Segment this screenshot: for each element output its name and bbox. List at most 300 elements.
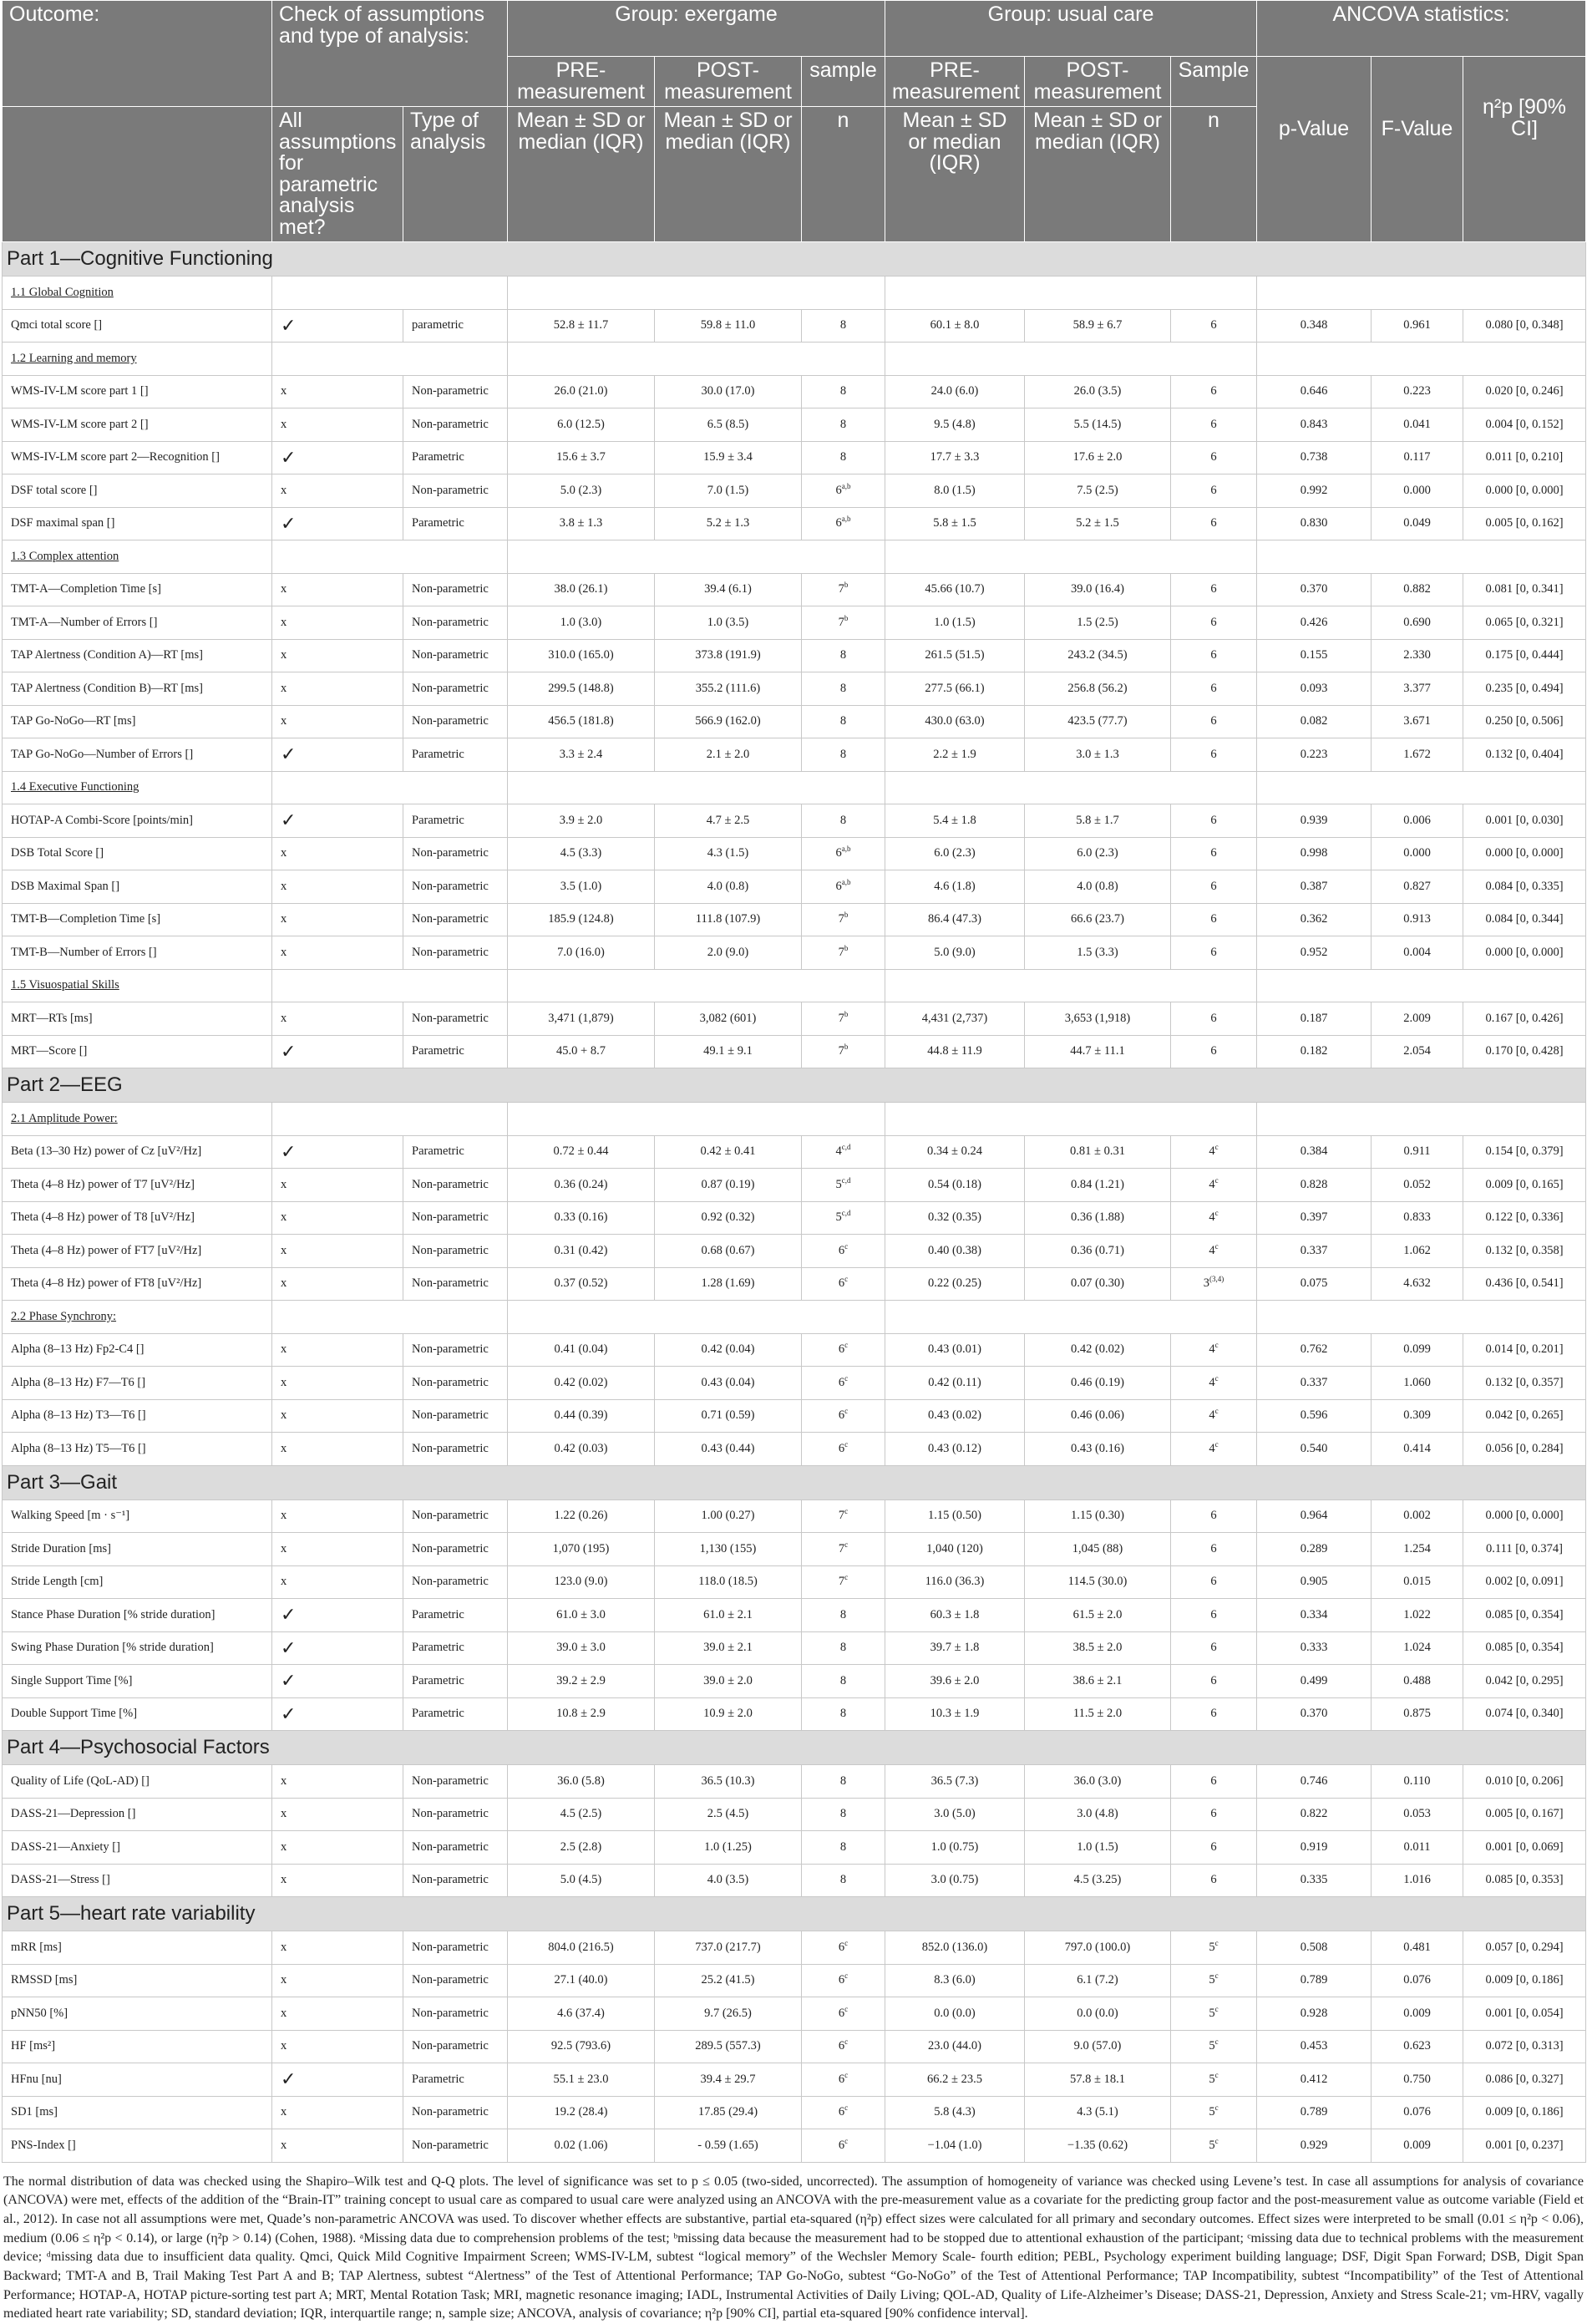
cell-pre-exergame: 19.2 (28.4) (508, 2096, 655, 2129)
cell-post-usual: 6.0 (2.3) (1025, 837, 1171, 870)
cell-n-usual: 6 (1171, 441, 1257, 474)
cell-analysis-type: Non-parametric (403, 1433, 508, 1466)
cell-assumptions-met: x (272, 639, 403, 672)
cell-n-usual: 6 (1171, 1864, 1257, 1897)
cell-n-exergame: 6$^{a,b}$ (802, 474, 885, 508)
cell-pre-exergame: 0.37 (0.52) (508, 1267, 655, 1301)
table-row (3, 639, 1586, 672)
table-row (3, 1931, 1586, 1965)
cell-analysis-type: Non-parametric (403, 1002, 508, 1036)
cell-post-exergame: 36.5 (10.3) (655, 1765, 802, 1799)
cell-outcome: DASS-21—Depression [] (3, 1798, 272, 1831)
cell-n-exergame: 8 (802, 1765, 885, 1799)
cell-eta-squared: 0.011 [0, 0.210] (1463, 441, 1586, 474)
cell-outcome: MRT—Score [] (3, 1035, 272, 1068)
cell-post-exergame: 0.43 (0.04) (655, 1367, 802, 1400)
cell-eta-squared: 0.085 [0, 0.354] (1463, 1599, 1586, 1632)
cell-post-exergame: 4.7 ± 2.5 (655, 804, 802, 838)
cell-n-usual: 6 (1171, 1665, 1257, 1698)
cell-assumptions-met: x (272, 1765, 403, 1799)
cell-assumptions-met: x (272, 1964, 403, 1997)
table-row (3, 1201, 1586, 1235)
cell-pre-usual: 36.5 (7.3) (885, 1765, 1025, 1799)
table-footnote: The normal distribution of data was checked using the Shapiro–Wilk test and Q-Q plots. The level of significance was set to p ≤ 0.05 (two-sided, uncorrected). The assumption of homogeneity of variance was checked using Levene’s test. In case all assumptions for analysis of covariance (ANCOVA) were met, effects of the addition of the “Brain-IT” training concept to usual care as compared to usual care were analyzed using an ANCOVA with the pre-measurement value as a covariate for the predicting group factor and the post-measurement value as outcome variable (Field et al., 2012). In case not all assumptions were met, Quade’s non-parametric ANCOVA was used. To discover whether effects are substantive, partial eta-squared (η²p) effect sizes were calculated for all primary and secondary outcomes. Effect sizes were interpreted to be small (0.01 ≤ η²p < 0.06), medium (0.06 ≤ η²p < 0.14), or large (η²p > 0.14) (Cohen, 1988). ᵃMissing data due to comprehension problems of the test; ᵇmissing data because the measurement had to be stopped due to attentional exhaustion of the participant; ᶜmissing data due to technical problems with the measurement device; ᵈmissing data due to insufficient data quality. Qmci, Quick Mild Cognitive Impairment Screen; WMS-IV-LM, subtest “logical memory” of the Wechsler Memory Scale- fourth edition; PEBL, Psychology experiment building language; DSF, Digit Span Forward; DSB, Digit Span Backward; TMT-A and B, Trail Making Test Part A and B; TAP Alertness, subtest “Alertness” of the Test of Attentional Performance; TAP Go-NoGo, subtest “Go-NoGo” of the Test of Attentional Performance; TAP Incompatibility, subtest “Incompatibility” of the Test of Attentional Performance; HOTAP-A, HOTAP picture-sorting test part A; MRT, Mental Rotation Task; MRI, magnetic resonance imaging; IADL, Instrumental Activities of Daily Living; QOL-AD, Quality of Life-Alzheimer’s Disease; DASS-21, Depression, Anxiety and Stress Scale-21; vm-HRV, vagally mediated heart rate variability; SD, standard deviation; IQR, interquartile range; n, sample size; ANCOVA, analysis of covariance; η²p [90% CI], partial eta-squared [90% confidence interval]. (3, 2173, 1584, 2324)
cell-p-value: 0.929 (1257, 2129, 1372, 2163)
cell-eta-squared: 0.065 [0, 0.321] (1463, 606, 1586, 640)
cell-n-usual: 4$^c$ (1171, 1333, 1257, 1367)
cell-post-usual: 114.5 (30.0) (1025, 1565, 1171, 1599)
cell-assumptions-met: x (272, 903, 403, 936)
cell-post-exergame: 7.0 (1.5) (655, 474, 802, 508)
cell-pre-exergame: 299.5 (148.8) (508, 672, 655, 706)
cell-n-exergame: 6$^{a,b}$ (802, 870, 885, 904)
cell-analysis-type: Non-parametric (403, 903, 508, 936)
cell-post-exergame: 49.1 ± 9.1 (655, 1035, 802, 1068)
cell-eta-squared: 0.175 [0, 0.444] (1463, 639, 1586, 672)
cell-post-exergame: 15.9 ± 3.4 (655, 441, 802, 474)
header-pre-usual: PRE-measurement (885, 57, 1025, 107)
cell-f-value: 0.110 (1372, 1765, 1463, 1799)
cell-outcome: Alpha (8–13 Hz) T3—T6 [] (3, 1399, 272, 1433)
cell-assumptions-met: x (272, 2096, 403, 2129)
cell-pre-usual: 60.1 ± 8.0 (885, 309, 1025, 343)
cell-post-exergame: 2.0 (9.0) (655, 936, 802, 970)
cell-f-value: 0.000 (1372, 474, 1463, 508)
cell-pre-usual: 852.0 (136.0) (885, 1931, 1025, 1965)
cell-eta-squared: 0.081 [0, 0.341] (1463, 573, 1586, 606)
cell-eta-squared: 0.436 [0, 0.541] (1463, 1267, 1586, 1301)
cell-f-value: 1.254 (1372, 1533, 1463, 1566)
cell-outcome: DASS-21—Anxiety [] (3, 1831, 272, 1865)
cell-n-usual: 6 (1171, 1002, 1257, 1036)
cell-outcome: DSF maximal span [] (3, 507, 272, 540)
cell-analysis-type: Non-parametric (403, 1201, 508, 1235)
results-table (2, 0, 1586, 2163)
section-title: 1.3 Complex attention (11, 550, 119, 563)
cell-eta-squared: 0.001 [0, 0.069] (1463, 1831, 1586, 1865)
cell-pre-usual: 430.0 (63.0) (885, 705, 1025, 738)
cell-analysis-type: Non-parametric (403, 606, 508, 640)
cell-assumptions-met: x (272, 1002, 403, 1036)
cell-eta-squared: 0.086 [0, 0.327] (1463, 2063, 1586, 2097)
cell-n-exergame: 7$^c$ (802, 1533, 885, 1566)
table-row (3, 1169, 1586, 1202)
cell-pre-usual: 39.7 ± 1.8 (885, 1631, 1025, 1665)
cell-assumptions-met: x (272, 672, 403, 706)
cell-analysis-type: Non-parametric (403, 1831, 508, 1865)
cell-pre-usual: 2.2 ± 1.9 (885, 738, 1025, 772)
table-row (3, 1533, 1586, 1566)
cell-analysis-type: Non-parametric (403, 705, 508, 738)
cell-p-value: 0.370 (1257, 573, 1372, 606)
section-header (3, 969, 1586, 1002)
header-post-usual: POST-measurement (1025, 57, 1171, 107)
section-title: 1.4 Executive Functioning (11, 780, 139, 794)
cell-analysis-type: Non-parametric (403, 1565, 508, 1599)
cell-n-usual: 6 (1171, 1533, 1257, 1566)
cell-assumptions-met: x (272, 936, 403, 970)
cell-n-exergame: 6$^{a,b}$ (802, 837, 885, 870)
table-row (3, 573, 1586, 606)
cell-pre-exergame: 36.0 (5.8) (508, 1765, 655, 1799)
cell-p-value: 0.746 (1257, 1765, 1372, 1799)
cell-pre-exergame: 3.3 ± 2.4 (508, 738, 655, 772)
cell-pre-exergame: 0.31 (0.42) (508, 1235, 655, 1268)
cell-assumptions-met: x (272, 1433, 403, 1466)
cell-assumptions-met: ✓ (272, 1599, 403, 1632)
cell-f-value: 2.009 (1372, 1002, 1463, 1036)
cell-eta-squared: 0.001 [0, 0.030] (1463, 804, 1586, 838)
table-row (3, 375, 1586, 408)
cell-n-exergame: 6$^c$ (802, 2096, 885, 2129)
cell-post-exergame: 737.0 (217.7) (655, 1931, 802, 1965)
part-title: Part 1—Cognitive Functioning (3, 242, 1586, 277)
cell-post-usual: 256.8 (56.2) (1025, 672, 1171, 706)
cell-f-value: 0.623 (1372, 2030, 1463, 2063)
cell-p-value: 0.964 (1257, 1499, 1372, 1533)
cell-post-exergame: 1.0 (3.5) (655, 606, 802, 640)
cell-f-value: 0.076 (1372, 1964, 1463, 1997)
cell-p-value: 0.789 (1257, 1964, 1372, 1997)
cell-p-value: 0.337 (1257, 1235, 1372, 1268)
cell-assumptions-met: x (272, 1201, 403, 1235)
cell-outcome: TAP Alertness (Condition B)—RT [ms] (3, 672, 272, 706)
cell-analysis-type: Non-parametric (403, 1169, 508, 1202)
cell-analysis-type: Non-parametric (403, 1798, 508, 1831)
cell-f-value: 0.833 (1372, 1201, 1463, 1235)
cell-pre-usual: 66.2 ± 23.5 (885, 2063, 1025, 2097)
cell-post-exergame: 10.9 ± 2.0 (655, 1697, 802, 1731)
cell-pre-usual: 5.8 (4.3) (885, 2096, 1025, 2129)
cell-post-exergame: 5.2 ± 1.3 (655, 507, 802, 540)
cell-outcome: Single Support Time [%] (3, 1665, 272, 1698)
cell-f-value: 0.309 (1372, 1399, 1463, 1433)
cell-n-usual: 6 (1171, 936, 1257, 970)
cell-eta-squared: 0.167 [0, 0.426] (1463, 1002, 1586, 1036)
cell-pre-usual: 0.0 (0.0) (885, 1997, 1025, 2031)
cell-post-usual: 1.15 (0.30) (1025, 1499, 1171, 1533)
cell-post-usual: 0.43 (0.16) (1025, 1433, 1171, 1466)
cell-n-exergame: 8 (802, 408, 885, 442)
cell-post-usual: 1.0 (1.5) (1025, 1831, 1171, 1865)
cell-n-usual: 6 (1171, 474, 1257, 508)
cell-analysis-type: Non-parametric (403, 870, 508, 904)
cell-eta-squared: 0.085 [0, 0.354] (1463, 1631, 1586, 1665)
header-mean-sd-post-exergame: Mean ± SD or median (IQR) (655, 107, 802, 242)
cell-pre-exergame: 27.1 (40.0) (508, 1964, 655, 1997)
cell-post-exergame: 0.92 (0.32) (655, 1201, 802, 1235)
cell-n-exergame: 8 (802, 1798, 885, 1831)
cell-analysis-type: Parametric (403, 507, 508, 540)
cell-post-exergame: 6.5 (8.5) (655, 408, 802, 442)
part-header (3, 242, 1586, 277)
cell-analysis-type: Parametric (403, 1665, 508, 1698)
cell-p-value: 0.596 (1257, 1399, 1372, 1433)
cell-outcome: Theta (4–8 Hz) power of FT7 [uV²/Hz] (3, 1235, 272, 1268)
cell-post-usual: 797.0 (100.0) (1025, 1931, 1171, 1965)
cell-p-value: 0.289 (1257, 1533, 1372, 1566)
cell-p-value: 0.370 (1257, 1697, 1372, 1731)
cell-n-exergame: 6$^c$ (802, 1433, 885, 1466)
table-row (3, 1665, 1586, 1698)
cell-assumptions-met: ✓ (272, 738, 403, 772)
cell-post-exergame: 355.2 (111.6) (655, 672, 802, 706)
table-row (3, 1631, 1586, 1665)
cell-assumptions-met: x (272, 573, 403, 606)
cell-f-value: 0.002 (1372, 1499, 1463, 1533)
cell-n-exergame: 7$^b$ (802, 573, 885, 606)
table-row (3, 1035, 1586, 1068)
cell-pre-exergame: 2.5 (2.8) (508, 1831, 655, 1865)
table-row (3, 1367, 1586, 1400)
cell-eta-squared: 0.005 [0, 0.167] (1463, 1798, 1586, 1831)
cell-analysis-type: Non-parametric (403, 639, 508, 672)
cell-n-usual: 6 (1171, 1765, 1257, 1799)
cell-n-exergame: 6$^c$ (802, 1267, 885, 1301)
part-header (3, 1731, 1586, 1765)
cell-pre-exergame: 3.8 ± 1.3 (508, 507, 655, 540)
cell-pre-exergame: 39.0 ± 3.0 (508, 1631, 655, 1665)
header-f-value: F-Value (1372, 57, 1463, 242)
cell-f-value: 0.117 (1372, 441, 1463, 474)
table-row (3, 507, 1586, 540)
cell-n-exergame: 4$^{c,d}$ (802, 1135, 885, 1169)
cell-n-usual: 6 (1171, 1831, 1257, 1865)
cell-analysis-type: Parametric (403, 1599, 508, 1632)
cell-n-exergame: 8 (802, 1631, 885, 1665)
cell-post-exergame: 0.87 (0.19) (655, 1169, 802, 1202)
cell-pre-exergame: 1,070 (195) (508, 1533, 655, 1566)
cell-post-exergame: 25.2 (41.5) (655, 1964, 802, 1997)
cell-pre-exergame: 3.5 (1.0) (508, 870, 655, 904)
cell-post-exergame: 30.0 (17.0) (655, 375, 802, 408)
cell-outcome: RMSSD [ms] (3, 1964, 272, 1997)
cell-post-exergame: 4.0 (3.5) (655, 1864, 802, 1897)
cell-post-usual: 0.07 (0.30) (1025, 1267, 1171, 1301)
cell-post-usual: 44.7 ± 11.1 (1025, 1035, 1171, 1068)
cell-post-usual: 0.46 (0.06) (1025, 1399, 1171, 1433)
cell-pre-exergame: 0.72 ± 0.44 (508, 1135, 655, 1169)
cell-p-value: 0.928 (1257, 1997, 1372, 2031)
cell-p-value: 0.182 (1257, 1035, 1372, 1068)
cell-n-usual: 5$^c$ (1171, 1997, 1257, 2031)
section-header (3, 277, 1586, 310)
cell-pre-exergame: 7.0 (16.0) (508, 936, 655, 970)
cell-post-exergame: 61.0 ± 2.1 (655, 1599, 802, 1632)
cell-pre-exergame: 3.9 ± 2.0 (508, 804, 655, 838)
cell-outcome: Stance Phase Duration [% stride duration] (3, 1599, 272, 1632)
cell-outcome: PNS-Index [] (3, 2129, 272, 2163)
header-p-value: p-Value (1257, 57, 1372, 242)
cell-post-usual: 11.5 ± 2.0 (1025, 1697, 1171, 1731)
header-pre-exergame: PRE-measurement (508, 57, 655, 107)
cell-n-exergame: 8 (802, 804, 885, 838)
cell-f-value: 3.671 (1372, 705, 1463, 738)
cell-post-exergame: 17.85 (29.4) (655, 2096, 802, 2129)
table-row (3, 936, 1586, 970)
cell-outcome: TAP Alertness (Condition A)—RT [ms] (3, 639, 272, 672)
cell-n-usual: 6 (1171, 804, 1257, 838)
cell-outcome: WMS-IV-LM score part 2—Recognition [] (3, 441, 272, 474)
cell-outcome: DSB Maximal Span [] (3, 870, 272, 904)
cell-n-usual: 6 (1171, 903, 1257, 936)
cell-assumptions-met: x (272, 1399, 403, 1433)
cell-eta-squared: 0.009 [0, 0.186] (1463, 2096, 1586, 2129)
cell-assumptions-met: x (272, 1831, 403, 1865)
cell-post-usual: 4.3 (5.1) (1025, 2096, 1171, 2129)
cell-outcome: Alpha (8–13 Hz) Fp2-C4 [] (3, 1333, 272, 1367)
cell-post-usual: 1.5 (2.5) (1025, 606, 1171, 640)
table-row (3, 1135, 1586, 1169)
cell-p-value: 0.075 (1257, 1267, 1372, 1301)
cell-post-usual: 0.0 (0.0) (1025, 1997, 1171, 2031)
cell-eta-squared: 0.250 [0, 0.506] (1463, 705, 1586, 738)
cell-analysis-type: Non-parametric (403, 1367, 508, 1400)
cell-post-exergame: 1.28 (1.69) (655, 1267, 802, 1301)
cell-analysis-type: Parametric (403, 1035, 508, 1068)
cell-outcome: HOTAP-A Combi-Score [points/min] (3, 804, 272, 838)
cell-post-usual: 3.0 (4.8) (1025, 1798, 1171, 1831)
cell-analysis-type: Non-parametric (403, 1499, 508, 1533)
cell-post-usual: 4.5 (3.25) (1025, 1864, 1171, 1897)
cell-pre-usual: 6.0 (2.3) (885, 837, 1025, 870)
table-row (3, 1864, 1586, 1897)
cell-pre-usual: 0.42 (0.11) (885, 1367, 1025, 1400)
cell-pre-exergame: 4.6 (37.4) (508, 1997, 655, 2031)
cell-assumptions-met: ✓ (272, 441, 403, 474)
cell-pre-exergame: 123.0 (9.0) (508, 1565, 655, 1599)
cell-outcome: Theta (4–8 Hz) power of FT8 [uV²/Hz] (3, 1267, 272, 1301)
cell-n-usual: 6 (1171, 738, 1257, 772)
cell-post-usual: −1.35 (0.62) (1025, 2129, 1171, 2163)
cell-assumptions-met: x (272, 1499, 403, 1533)
cell-post-usual: 57.8 ± 18.1 (1025, 2063, 1171, 2097)
cell-pre-usual: 4,431 (2,737) (885, 1002, 1025, 1036)
cell-f-value: 0.009 (1372, 2129, 1463, 2163)
cell-n-exergame: 6$^c$ (802, 1997, 885, 2031)
cell-post-usual: 9.0 (57.0) (1025, 2030, 1171, 2063)
cell-p-value: 0.952 (1257, 936, 1372, 970)
cell-assumptions-met: ✓ (272, 1035, 403, 1068)
cell-assumptions-met: x (272, 837, 403, 870)
cell-assumptions-met: x (272, 1931, 403, 1965)
cell-f-value: 0.913 (1372, 903, 1463, 936)
cell-pre-usual: 0.32 (0.35) (885, 1201, 1025, 1235)
cell-f-value: 1.060 (1372, 1367, 1463, 1400)
cell-assumptions-met: x (272, 1864, 403, 1897)
cell-f-value: 2.330 (1372, 639, 1463, 672)
cell-n-exergame: 6$^{a,b}$ (802, 507, 885, 540)
cell-pre-exergame: 45.0 + 8.7 (508, 1035, 655, 1068)
cell-eta-squared: 0.072 [0, 0.313] (1463, 2030, 1586, 2063)
cell-f-value: 0.827 (1372, 870, 1463, 904)
cell-n-usual: 4$^c$ (1171, 1367, 1257, 1400)
cell-pre-exergame: 0.33 (0.16) (508, 1201, 655, 1235)
cell-assumptions-met: x (272, 408, 403, 442)
cell-p-value: 0.223 (1257, 738, 1372, 772)
cell-pre-exergame: 52.8 ± 11.7 (508, 309, 655, 343)
cell-outcome: TAP Go-NoGo—RT [ms] (3, 705, 272, 738)
cell-eta-squared: 0.005 [0, 0.162] (1463, 507, 1586, 540)
cell-pre-exergame: 4.5 (3.3) (508, 837, 655, 870)
cell-outcome: Alpha (8–13 Hz) T5—T6 [] (3, 1433, 272, 1466)
cell-n-exergame: 8 (802, 738, 885, 772)
cell-n-exergame: 5$^{c,d}$ (802, 1169, 885, 1202)
cell-post-exergame: 39.4 ± 29.7 (655, 2063, 802, 2097)
cell-eta-squared: 0.057 [0, 0.294] (1463, 1931, 1586, 1965)
cell-outcome: TMT-B—Completion Time [s] (3, 903, 272, 936)
cell-p-value: 0.384 (1257, 1135, 1372, 1169)
cell-f-value: 0.488 (1372, 1665, 1463, 1698)
cell-f-value: 0.875 (1372, 1697, 1463, 1731)
cell-eta-squared: 0.001 [0, 0.054] (1463, 1997, 1586, 2031)
cell-pre-exergame: 456.5 (181.8) (508, 705, 655, 738)
table-row (3, 870, 1586, 904)
cell-post-usual: 0.46 (0.19) (1025, 1367, 1171, 1400)
table-row (3, 309, 1586, 343)
cell-pre-usual: 44.8 ± 11.9 (885, 1035, 1025, 1068)
cell-p-value: 0.762 (1257, 1333, 1372, 1367)
cell-p-value: 0.426 (1257, 606, 1372, 640)
cell-p-value: 0.093 (1257, 672, 1372, 706)
cell-outcome: WMS-IV-LM score part 1 [] (3, 375, 272, 408)
cell-outcome: mRR [ms] (3, 1931, 272, 1965)
cell-n-usual: 6 (1171, 375, 1257, 408)
cell-n-usual: 4$^c$ (1171, 1433, 1257, 1466)
cell-n-exergame: 8 (802, 1864, 885, 1897)
cell-f-value: 0.011 (1372, 1831, 1463, 1865)
cell-p-value: 0.155 (1257, 639, 1372, 672)
cell-assumptions-met: x (272, 1798, 403, 1831)
cell-pre-usual: 24.0 (6.0) (885, 375, 1025, 408)
cell-p-value: 0.412 (1257, 2063, 1372, 2097)
cell-pre-exergame: 1.0 (3.0) (508, 606, 655, 640)
cell-post-usual: 5.2 ± 1.5 (1025, 507, 1171, 540)
cell-post-exergame: 4.3 (1.5) (655, 837, 802, 870)
cell-f-value: 2.054 (1372, 1035, 1463, 1068)
table-row (3, 1235, 1586, 1268)
cell-f-value: 0.004 (1372, 936, 1463, 970)
cell-eta-squared: 0.002 [0, 0.091] (1463, 1565, 1586, 1599)
cell-outcome: TAP Go-NoGo—Number of Errors [] (3, 738, 272, 772)
header-sample-usual: Sample (1171, 57, 1257, 107)
cell-post-usual: 5.8 ± 1.7 (1025, 804, 1171, 838)
cell-f-value: 4.632 (1372, 1267, 1463, 1301)
cell-pre-usual: 5.0 (9.0) (885, 936, 1025, 970)
cell-n-exergame: 6$^c$ (802, 1235, 885, 1268)
cell-assumptions-met: ✓ (272, 804, 403, 838)
cell-p-value: 0.646 (1257, 375, 1372, 408)
cell-pre-exergame: 5.0 (2.3) (508, 474, 655, 508)
cell-p-value: 0.397 (1257, 1201, 1372, 1235)
cell-n-usual: 6 (1171, 1599, 1257, 1632)
cell-post-exergame: 373.8 (191.9) (655, 639, 802, 672)
cell-f-value: 0.961 (1372, 309, 1463, 343)
cell-post-usual: 66.6 (23.7) (1025, 903, 1171, 936)
cell-pre-usual: 5.4 ± 1.8 (885, 804, 1025, 838)
cell-assumptions-met: x (272, 2129, 403, 2163)
cell-eta-squared: 0.111 [0, 0.374] (1463, 1533, 1586, 1566)
cell-assumptions-met: x (272, 1169, 403, 1202)
cell-pre-usual: 0.22 (0.25) (885, 1267, 1025, 1301)
cell-post-exergame: 4.0 (0.8) (655, 870, 802, 904)
table-row (3, 738, 1586, 772)
cell-eta-squared: 0.014 [0, 0.201] (1463, 1333, 1586, 1367)
cell-p-value: 0.335 (1257, 1864, 1372, 1897)
table-row (3, 2063, 1586, 2097)
cell-outcome: Stride Duration [ms] (3, 1533, 272, 1566)
part-title: Part 5—heart rate variability (3, 1897, 1586, 1931)
